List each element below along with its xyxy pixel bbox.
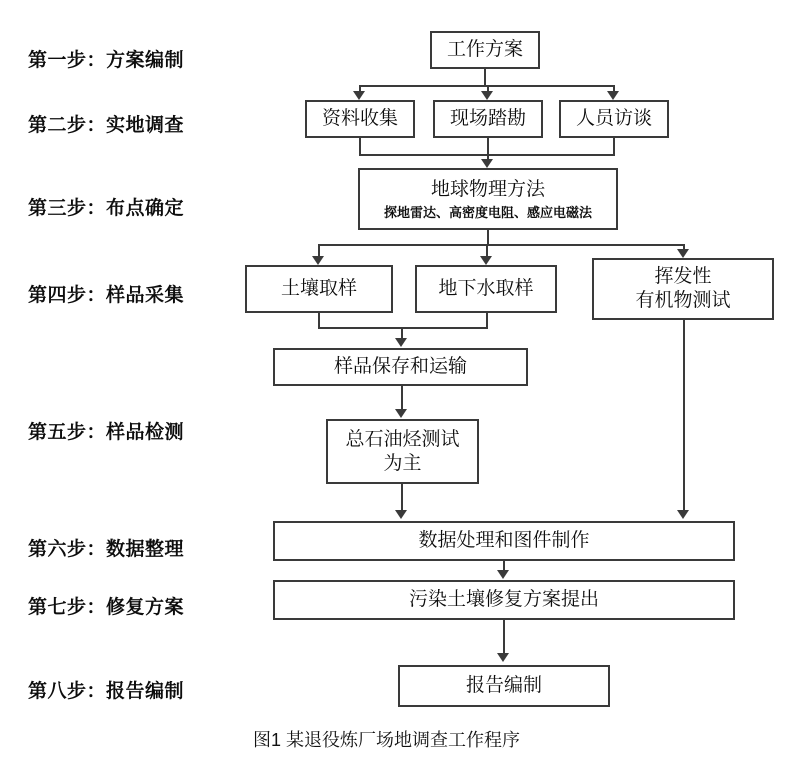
node-soil-sampling bbox=[245, 265, 393, 313]
connector-data-collection-down bbox=[359, 138, 361, 154]
node-plan-title: 工作方案 bbox=[446, 39, 523, 61]
node-data-collection-title: 资料收集 bbox=[321, 108, 398, 130]
node-data-collection bbox=[305, 100, 415, 138]
node-groundwater-sampling-title: 地下水取样 bbox=[438, 278, 534, 300]
arrow-to-data-collection bbox=[353, 91, 365, 100]
node-report-title: 报告编制 bbox=[465, 675, 542, 697]
arrow-to-geophysics bbox=[481, 159, 493, 168]
connector-site-survey-down bbox=[487, 138, 489, 154]
node-sample-storage-title: 样品保存和运输 bbox=[333, 356, 467, 378]
connector-bus-to-groundwater bbox=[486, 244, 488, 256]
node-site-survey-title: 现场踏勘 bbox=[449, 108, 526, 130]
step-label-1: 第一步：方案编制 bbox=[28, 50, 185, 71]
connector-sample-merge-bus bbox=[318, 327, 488, 329]
connector-bus-to-sample-storage bbox=[401, 327, 403, 338]
step-label-2: 第二步：实地调查 bbox=[28, 115, 185, 136]
node-remediation-plan bbox=[273, 580, 735, 620]
node-voc-test-title2: 有机物测试 bbox=[635, 290, 731, 311]
node-tph-test-title: 总石油烃测试 bbox=[345, 428, 460, 450]
step-label-5: 第五步：样品检测 bbox=[28, 422, 185, 443]
node-geophysics bbox=[358, 168, 618, 230]
connector-tph-down bbox=[401, 484, 403, 510]
node-tph-test bbox=[326, 419, 479, 484]
arrow-to-remediation-plan bbox=[497, 570, 509, 579]
step-label-3: 第三步：布点确定 bbox=[28, 198, 185, 219]
connector-bus-to-soil bbox=[318, 244, 320, 256]
figure-caption: 图1 某退役炼厂场地调查工作程序 bbox=[253, 730, 521, 750]
arrow-to-data-processing bbox=[395, 510, 407, 519]
connector-step4-bus bbox=[318, 244, 683, 246]
node-voc-test-title: 挥发性 bbox=[654, 266, 712, 288]
node-data-processing bbox=[273, 521, 735, 561]
connector-voc-down bbox=[683, 320, 685, 510]
connector-data-processing-down bbox=[503, 561, 505, 570]
arrow-to-sample-storage bbox=[395, 338, 407, 347]
connector-sample-storage-down bbox=[401, 386, 403, 409]
connector-groundwater-down bbox=[486, 313, 488, 327]
connector-remediation-down bbox=[503, 620, 505, 653]
node-data-processing-title: 数据处理和图件制作 bbox=[418, 530, 590, 552]
node-groundwater-sampling bbox=[415, 265, 557, 313]
arrow-to-voc-test bbox=[677, 249, 689, 258]
node-report bbox=[398, 665, 610, 707]
step-label-7: 第七步：修复方案 bbox=[28, 597, 185, 618]
arrow-to-site-survey bbox=[481, 91, 493, 100]
node-site-survey bbox=[433, 100, 543, 138]
node-tph-test-title2: 为主 bbox=[383, 452, 422, 474]
node-geophysics-title: 地球物理方法 bbox=[430, 178, 545, 200]
arrow-to-tph-test bbox=[395, 409, 407, 418]
arrow-voc-to-data-processing bbox=[677, 510, 689, 519]
arrow-to-soil-sampling bbox=[312, 256, 324, 265]
arrow-to-report bbox=[497, 653, 509, 662]
node-interview bbox=[559, 100, 669, 138]
arrow-to-groundwater-sampling bbox=[480, 256, 492, 265]
node-soil-sampling-title: 土壤取样 bbox=[280, 278, 357, 300]
node-remediation-plan-title: 污染土壤修复方案提出 bbox=[408, 589, 599, 611]
node-interview-title: 人员访谈 bbox=[575, 108, 652, 130]
arrow-to-interview bbox=[607, 91, 619, 100]
step-label-6: 第六步：数据整理 bbox=[28, 539, 185, 560]
connector-soil-down bbox=[318, 313, 320, 327]
node-voc-test bbox=[592, 258, 774, 320]
step-label-8: 第八步：报告编制 bbox=[28, 681, 185, 702]
node-sample-storage bbox=[273, 348, 528, 386]
step-label-4: 第四步：样品采集 bbox=[28, 285, 185, 306]
node-plan bbox=[430, 31, 540, 69]
node-geophysics-subtitle: 探地雷达、高密度电阻、感应电磁法 bbox=[383, 204, 592, 220]
connector-plan-down bbox=[484, 69, 486, 85]
connector-geophysics-down bbox=[487, 230, 489, 244]
connector-interview-down bbox=[613, 138, 615, 154]
